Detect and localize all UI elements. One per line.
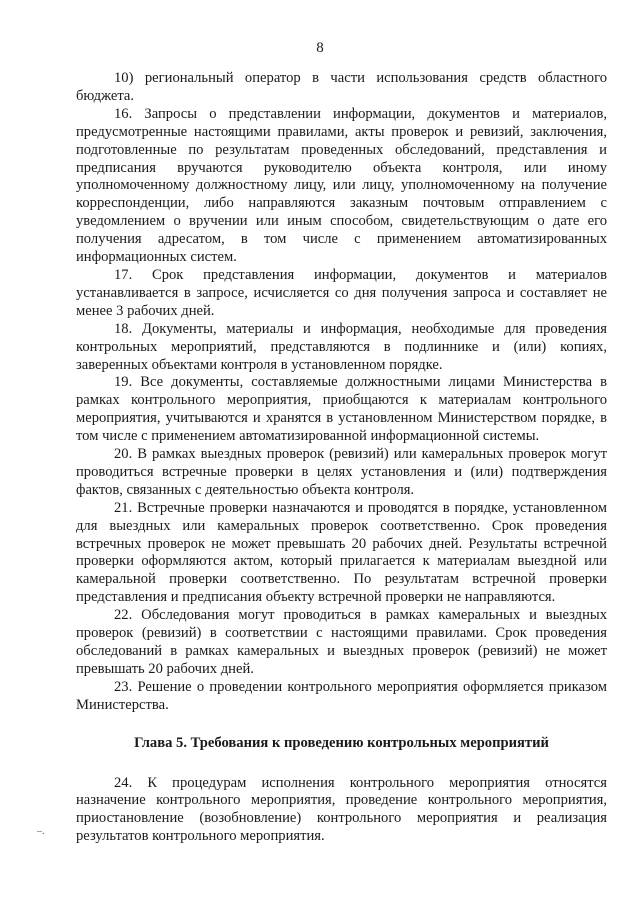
- paragraph-23: 23. Решение о проведении контрольного мероприятия оформляется приказом Министерства.: [76, 678, 607, 713]
- paragraph-19: 19. Все документы, составляемые должностными лицами Министерства в рамках контрольного мероприятия, приобщаются к материалам контрольного мероприятия, учитываются и хранятся в установленном Министерством порядке, в том числе с применением автоматизированной информационной системы.: [76, 374, 607, 445]
- paragraph-24: 24. К процедурам исполнения контрольного мероприятия относятся назначение контрольного мероприятия, проведение контрольного мероприятия, приостановление (возобновление) контрольного мероприятия и реализация результатов контрольного мероприятия.: [76, 774, 607, 845]
- paragraph-17: 17. Срок представления информации, документов и материалов устанавливается в запросе, исчисляется со дня получения запроса и составляет не менее 3 рабочих дней.: [76, 266, 607, 319]
- paragraph-10: 10) региональный оператор в части использования средств областного бюджета.: [76, 70, 607, 104]
- paragraph-21: 21. Встречные проверки назначаются и проводятся в порядке, установленном для выездных или камеральных проверок соответственно. Срок проведения встречных проверок не может превышать 20 рабочих дней. Результаты встречной проверки оформляются актом, который прилагается к материалам выездной или камеральной проверки соответственно. По результатам встречной проверки представления и предписания объекту встречной проверки не направляются.: [76, 499, 607, 606]
- paragraph-20: 20. В рамках выездных проверок (ревизий) или камеральных проверок могут проводиться встречные проверки в целях установления и (или) подтверждения фактов, связанных с деятельностью объекта контроля.: [76, 446, 607, 498]
- paragraph-22: 22. Обследования могут проводиться в рамках камеральных и выездных проверок (ревизий) в соответствии с настоящими правилами. Срок проведения обследований в рамках камеральных и выездных проверок (ревизий) не может превышать 20 рабочих дней.: [76, 607, 607, 677]
- document-body: [76, 70, 607, 846]
- chapter-heading: Глава 5. Требования к проведению контрольных мероприятий: [134, 734, 549, 751]
- margin-mark: –.: [37, 826, 45, 837]
- page-number: 8: [316, 40, 324, 56]
- paragraph-16: 16. Запросы о представлении информации, документов и материалов, предусмотренные настоящими правилами, акты проверок и ревизий, заключения, подготовленные по результатам проведенных обследований, представления и предписания вручаются руководителю объекта контроля, или иному уполномоченному должностному лицу, или лицу, уполномоченному на получение корреспонденции, либо направляются заказным почтовым отправлением с уведомлением о вручении или иным способом, свидетельствующим о дате его получения адресатом, в том числе с применением автоматизированных информационных систем.: [76, 105, 607, 266]
- paragraph-18: 18. Документы, материалы и информация, необходимые для проведения контрольных мероприятий, представляются в подлиннике и (или) копиях, заверенных объектами контроля в установленном порядке.: [76, 320, 607, 373]
